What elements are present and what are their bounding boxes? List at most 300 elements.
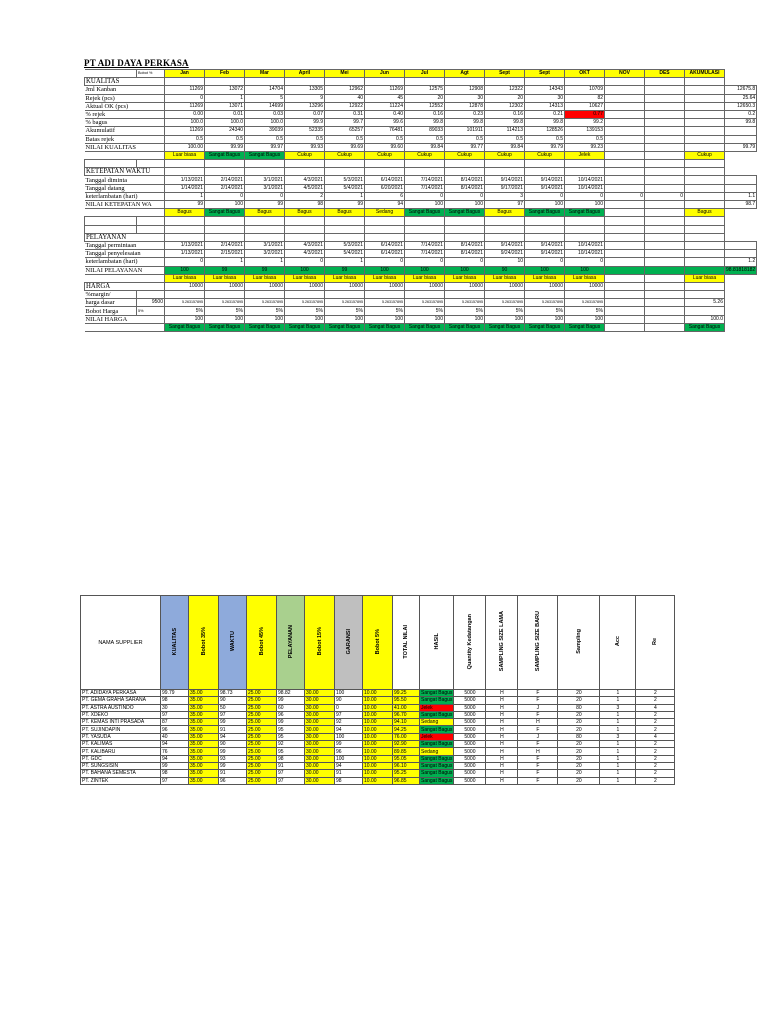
value-cell: 10/14/2021 bbox=[565, 184, 605, 192]
status-cell: Bagus bbox=[245, 209, 285, 217]
value-cell: 99.8 bbox=[405, 119, 445, 127]
supplier-cell: 98 bbox=[335, 777, 363, 784]
supplier-row bbox=[81, 748, 675, 755]
empty-cell bbox=[365, 291, 405, 299]
value-cell bbox=[645, 102, 685, 110]
value-cell: 5.263157895 bbox=[165, 299, 205, 307]
supplier-cell: 2 bbox=[636, 726, 675, 733]
supplier-cell: 97 bbox=[277, 770, 305, 777]
supplier-cell: 96.70 bbox=[393, 711, 420, 718]
empty-cell bbox=[245, 217, 285, 225]
value-cell: 5% bbox=[245, 307, 285, 315]
value-cell: 0 bbox=[365, 258, 405, 266]
value-cell bbox=[685, 86, 725, 94]
value-cell: 0.77 bbox=[565, 110, 605, 118]
empty-cell bbox=[685, 225, 725, 233]
status-cell: Sangat Bagus bbox=[485, 323, 525, 331]
value-cell: 100 bbox=[445, 201, 485, 209]
status-cell: Sangat Bagus bbox=[165, 323, 205, 331]
supplier-cell: 95 bbox=[277, 726, 305, 733]
supplier-cell: 35.00 bbox=[189, 690, 219, 697]
supplier-cell: 1 bbox=[600, 755, 636, 762]
supplier-name: PT. SUNGSISIN bbox=[81, 762, 161, 769]
status-cell: Sangat Bagus bbox=[365, 323, 405, 331]
data-row bbox=[85, 266, 757, 274]
supplier-cell: 98 bbox=[161, 697, 189, 704]
value-cell: 6/14/2021 bbox=[365, 250, 405, 258]
value-cell bbox=[645, 250, 685, 258]
status-cell: Sangat Bagus bbox=[445, 209, 485, 217]
supplier-cell: H bbox=[486, 777, 518, 784]
status-cell: Cukup bbox=[445, 151, 485, 159]
empty-cell bbox=[85, 274, 165, 282]
value-cell: 10000 bbox=[285, 282, 325, 290]
empty-cell bbox=[405, 217, 445, 225]
supplier-name: PT. ASTRA AUSTINDO bbox=[81, 704, 161, 711]
value-cell: 24340 bbox=[205, 127, 245, 135]
value-cell bbox=[645, 258, 685, 266]
supplier-cell: 2 bbox=[636, 755, 675, 762]
supplier-cell: 25.00 bbox=[247, 711, 277, 718]
value-cell bbox=[645, 110, 685, 118]
value-cell: 128526 bbox=[525, 127, 565, 135]
value-cell: 2/14/2021 bbox=[205, 184, 245, 192]
supplier-cell: 94 bbox=[335, 762, 363, 769]
status-cell: Luar biasa bbox=[165, 151, 205, 159]
value-cell: 0.21 bbox=[525, 110, 565, 118]
supplier-cell: 30.00 bbox=[305, 704, 335, 711]
data-row bbox=[85, 250, 757, 258]
supplier-cell: 94 bbox=[161, 741, 189, 748]
empty-cell bbox=[605, 168, 645, 176]
supplier-cell: 20 bbox=[558, 726, 600, 733]
empty-cell bbox=[605, 151, 645, 159]
supplier-cell: H bbox=[486, 711, 518, 718]
empty-cell bbox=[485, 291, 525, 299]
value-cell: 0.23 bbox=[445, 110, 485, 118]
value-cell: 0.5 bbox=[205, 135, 245, 143]
empty-cell bbox=[565, 291, 605, 299]
supplier-cell: 30.00 bbox=[305, 711, 335, 718]
supplier-cell: 10.00 bbox=[363, 690, 393, 697]
value-cell: 9/14/2021 bbox=[485, 241, 525, 249]
empty-cell bbox=[445, 233, 485, 241]
value-cell bbox=[645, 241, 685, 249]
value-cell: 0.16 bbox=[405, 110, 445, 118]
status-cell: Luar biasa bbox=[165, 274, 205, 282]
akumulasi-cell: 98.7 bbox=[725, 201, 757, 209]
value-cell: 6/20/2021 bbox=[365, 184, 405, 192]
bobot-header: Bobot % bbox=[137, 70, 165, 78]
akumulasi-cell: 5.26 bbox=[685, 299, 725, 307]
status-akumulasi-cell: Bagus bbox=[685, 209, 725, 217]
empty-cell bbox=[445, 160, 485, 168]
supplier-cell: 76 bbox=[161, 748, 189, 755]
value-cell: 0.00 bbox=[165, 110, 205, 118]
supplier-cell: 1 bbox=[600, 690, 636, 697]
value-cell bbox=[605, 127, 645, 135]
value-cell: 1/14/2021 bbox=[165, 184, 205, 192]
supplier-row bbox=[81, 711, 675, 718]
supplier-cell: 96 bbox=[335, 748, 363, 755]
value-cell: 97 bbox=[485, 201, 525, 209]
supplier-cell: 35.00 bbox=[189, 697, 219, 704]
empty-cell bbox=[205, 225, 245, 233]
status-cell: Sangat Bagus bbox=[205, 323, 245, 331]
empty-cell bbox=[645, 209, 685, 217]
supplier-cell: 90 bbox=[219, 697, 247, 704]
empty-cell bbox=[685, 307, 725, 315]
value-cell bbox=[685, 110, 725, 118]
supplier-cell: 25.00 bbox=[247, 719, 277, 726]
column-header-label: Acc bbox=[614, 636, 621, 647]
supplier-cell: 99 bbox=[219, 719, 247, 726]
column-header bbox=[636, 596, 675, 690]
value-cell: 100.00 bbox=[165, 143, 205, 151]
column-header bbox=[305, 596, 335, 690]
supplier-cell: 5000 bbox=[454, 697, 486, 704]
supplier-name: PT. ADIDAYA PERKASA bbox=[81, 690, 161, 697]
empty-cell bbox=[405, 291, 445, 299]
supplier-cell: 97 bbox=[335, 711, 363, 718]
empty-cell bbox=[485, 168, 525, 176]
value-cell: 3 bbox=[485, 192, 525, 200]
value-cell: 0 bbox=[165, 258, 205, 266]
value-cell bbox=[605, 86, 645, 94]
value-cell: 5% bbox=[365, 307, 405, 315]
status-cell: Luar biasa bbox=[365, 274, 405, 282]
empty-cell bbox=[525, 225, 565, 233]
month-header: Mar bbox=[245, 70, 285, 78]
empty-cell bbox=[325, 78, 365, 86]
status-cell: Sangat Bagus bbox=[205, 151, 245, 159]
supplier-cell: 20 bbox=[558, 690, 600, 697]
empty-cell bbox=[85, 323, 165, 331]
value-cell bbox=[605, 143, 645, 151]
empty-cell bbox=[525, 168, 565, 176]
supplier-cell: 2 bbox=[636, 748, 675, 755]
supplier-cell: 99.25 bbox=[393, 690, 420, 697]
value-cell: 0.5 bbox=[445, 135, 485, 143]
month-header: NOV bbox=[605, 70, 645, 78]
row-label: NILAI KETEPATAN WA bbox=[85, 201, 165, 209]
supplier-cell: 94 bbox=[219, 733, 247, 740]
section-label: PELAYANAN bbox=[85, 233, 165, 241]
empty-cell bbox=[645, 299, 685, 307]
section-row bbox=[85, 233, 757, 241]
empty-cell bbox=[645, 274, 685, 282]
value-cell: 4/3/2021 bbox=[285, 250, 325, 258]
status-cell: Sangat Bagus bbox=[325, 323, 365, 331]
supplier-name: PT. GDC bbox=[81, 755, 161, 762]
harga-dasar-label: harga dasar bbox=[85, 299, 137, 307]
empty-cell bbox=[285, 160, 325, 168]
supplier-summary-table bbox=[80, 595, 675, 785]
value-cell bbox=[605, 184, 645, 192]
empty-cell bbox=[645, 282, 685, 290]
supplier-cell: F bbox=[518, 711, 558, 718]
empty-cell bbox=[137, 225, 165, 233]
value-cell: 5% bbox=[165, 307, 205, 315]
supplier-name: PT. GEMA GRAHA SARANA bbox=[81, 697, 161, 704]
status-cell: Luar biasa bbox=[245, 274, 285, 282]
empty-cell bbox=[285, 78, 325, 86]
supplier-cell: 89.85 bbox=[393, 748, 420, 755]
value-cell: 100 bbox=[405, 266, 445, 274]
supplier-row bbox=[81, 770, 675, 777]
section-label: KUALITAS bbox=[85, 78, 165, 86]
supplier-cell: J bbox=[518, 704, 558, 711]
empty-cell bbox=[685, 78, 725, 86]
bobot-harga-row bbox=[85, 307, 757, 315]
value-cell bbox=[685, 250, 725, 258]
supplier-cell: 35.00 bbox=[189, 704, 219, 711]
status-cell: Luar biasa bbox=[565, 274, 605, 282]
row-label: Rejek (pcs) bbox=[85, 94, 165, 102]
akumulasi-cell: 100.0 bbox=[685, 315, 725, 323]
empty-cell bbox=[365, 160, 405, 168]
status-row bbox=[85, 323, 757, 331]
supplier-cell: 99 bbox=[335, 741, 363, 748]
value-cell: 2/14/2021 bbox=[205, 176, 245, 184]
supplier-cell: Jelek bbox=[420, 733, 454, 740]
value-cell: 10000 bbox=[365, 282, 405, 290]
value-cell bbox=[685, 143, 725, 151]
supplier-cell: 96 bbox=[219, 777, 247, 784]
supplier-cell: F bbox=[518, 762, 558, 769]
value-cell: 8/14/2021 bbox=[445, 184, 485, 192]
empty-cell bbox=[605, 291, 645, 299]
supplier-cell: 25.00 bbox=[247, 690, 277, 697]
value-cell: 9/14/2021 bbox=[525, 176, 565, 184]
akumulasi-cell: 99.8 bbox=[725, 119, 757, 127]
supplier-cell: 91 bbox=[219, 770, 247, 777]
supplier-cell: 99 bbox=[219, 748, 247, 755]
margin-row bbox=[85, 291, 757, 299]
supplier-cell: F bbox=[518, 741, 558, 748]
column-header bbox=[518, 596, 558, 690]
supplier-cell: 1 bbox=[600, 770, 636, 777]
value-cell: 0.07 bbox=[285, 110, 325, 118]
value-cell: 8/14/2021 bbox=[445, 176, 485, 184]
empty-cell bbox=[565, 225, 605, 233]
supplier-cell: 100 bbox=[335, 733, 363, 740]
supplier-cell: 91 bbox=[219, 726, 247, 733]
supplier-cell: 1 bbox=[600, 711, 636, 718]
status-cell: Sangat Bagus bbox=[525, 323, 565, 331]
value-cell: 99 bbox=[325, 201, 365, 209]
status-cell: Cukup bbox=[485, 151, 525, 159]
empty-cell bbox=[485, 233, 525, 241]
value-cell: 0 bbox=[165, 94, 205, 102]
value-cell: 4/5/2021 bbox=[285, 184, 325, 192]
value-cell: 10709 bbox=[565, 86, 605, 94]
month-header: OKT bbox=[565, 70, 605, 78]
data-row bbox=[85, 119, 757, 127]
value-cell: 0 bbox=[565, 192, 605, 200]
month-header: Sept bbox=[525, 70, 565, 78]
value-cell: 5/4/2021 bbox=[325, 250, 365, 258]
empty-cell bbox=[137, 291, 165, 299]
row-label: NILAI KUALITAS bbox=[85, 143, 165, 151]
column-header-label: GARANSI bbox=[345, 628, 352, 655]
empty-cell bbox=[165, 291, 205, 299]
supplier-cell: 4 bbox=[636, 704, 675, 711]
supplier-cell: 100 bbox=[335, 690, 363, 697]
value-cell: 3/1/2021 bbox=[245, 176, 285, 184]
supplier-cell: 87 bbox=[161, 719, 189, 726]
value-cell: 99.77 bbox=[445, 143, 485, 151]
supplier-cell: 100 bbox=[335, 755, 363, 762]
supplier-cell: 98 bbox=[277, 755, 305, 762]
supplier-cell: 25.00 bbox=[247, 762, 277, 769]
value-cell: 0.5 bbox=[485, 135, 525, 143]
value-cell: 9/17/2021 bbox=[485, 184, 525, 192]
empty-cell bbox=[565, 160, 605, 168]
column-header-label: Quantity Kedatangan bbox=[466, 613, 473, 670]
value-cell bbox=[605, 201, 645, 209]
status-cell: Bagus bbox=[485, 209, 525, 217]
value-cell: 99.69 bbox=[325, 143, 365, 151]
akumulasi-cell: 12675.8 bbox=[725, 86, 757, 94]
supplier-cell: 20 bbox=[558, 741, 600, 748]
row-label: keterlambatan (hari) bbox=[85, 192, 165, 200]
value-cell: 99.8 bbox=[485, 119, 525, 127]
row-label: Jml Kanban bbox=[85, 86, 165, 94]
data-row bbox=[85, 110, 757, 118]
document-title: PT ADI DAYA PERKASA bbox=[84, 58, 189, 68]
akumulasi-header: AKUMULASI bbox=[685, 70, 725, 78]
value-cell: 99.8 bbox=[525, 119, 565, 127]
supplier-cell: 90 bbox=[219, 741, 247, 748]
empty-cell bbox=[685, 217, 725, 225]
value-cell: 0.5 bbox=[365, 135, 405, 143]
supplier-cell: 2 bbox=[636, 697, 675, 704]
value-cell: 99.8 bbox=[445, 119, 485, 127]
value-cell: 10000 bbox=[245, 282, 285, 290]
status-cell: Luar biasa bbox=[445, 274, 485, 282]
value-cell: 5% bbox=[325, 307, 365, 315]
value-cell: 99 bbox=[245, 266, 285, 274]
value-cell: 5.263157895 bbox=[245, 299, 285, 307]
akumulasi-cell: 1.2 bbox=[725, 258, 757, 266]
empty-cell bbox=[85, 151, 165, 159]
value-cell: 2/14/2021 bbox=[205, 241, 245, 249]
section-label: KETEPATAN WAKTU bbox=[85, 168, 165, 176]
empty-cell bbox=[137, 160, 165, 168]
supplier-cell: 0 bbox=[335, 704, 363, 711]
value-cell: 1 bbox=[325, 258, 365, 266]
supplier-cell: 25.00 bbox=[247, 777, 277, 784]
supplier-cell: 1 bbox=[600, 697, 636, 704]
status-cell: Luar biasa bbox=[325, 274, 365, 282]
supplier-cell: 94.10 bbox=[393, 719, 420, 726]
status-cell: Luar biasa bbox=[205, 274, 245, 282]
status-row bbox=[85, 151, 757, 159]
supplier-cell: F bbox=[518, 697, 558, 704]
spacer-row bbox=[85, 217, 757, 225]
value-cell bbox=[605, 102, 645, 110]
value-cell: 5.263157895 bbox=[485, 299, 525, 307]
supplier-cell: 91 bbox=[277, 762, 305, 769]
empty-cell bbox=[85, 160, 137, 168]
value-cell: 0 bbox=[445, 192, 485, 200]
value-cell: 0.5 bbox=[525, 135, 565, 143]
value-cell: 9/24/2021 bbox=[485, 250, 525, 258]
empty-cell bbox=[365, 233, 405, 241]
supplier-cell: 2 bbox=[636, 777, 675, 784]
column-header-label: Bobot 35% bbox=[200, 627, 207, 656]
supplier-cell: 35.00 bbox=[189, 762, 219, 769]
supplier-cell: 5000 bbox=[454, 726, 486, 733]
data-row bbox=[85, 143, 757, 151]
supplier-cell: 30.00 bbox=[305, 777, 335, 784]
value-cell: 13296 bbox=[285, 102, 325, 110]
value-cell: 9/14/2021 bbox=[485, 176, 525, 184]
akumulasi-cell: 12650.3 bbox=[725, 102, 757, 110]
value-cell: 3/1/2021 bbox=[245, 184, 285, 192]
value-cell: 5% bbox=[485, 307, 525, 315]
value-cell: 0 bbox=[525, 258, 565, 266]
supplier-cell: 20 bbox=[558, 748, 600, 755]
column-header bbox=[363, 596, 393, 690]
supplier-row bbox=[81, 726, 675, 733]
supplier-cell: H bbox=[486, 704, 518, 711]
value-cell: 0 bbox=[405, 258, 445, 266]
supplier-cell: 80 bbox=[558, 704, 600, 711]
supplier-cell: 1 bbox=[600, 777, 636, 784]
value-cell bbox=[605, 241, 645, 249]
value-cell: 9/14/2021 bbox=[525, 241, 565, 249]
value-cell: 99.9 bbox=[285, 119, 325, 127]
supplier-cell: 94.25 bbox=[393, 726, 420, 733]
value-cell: 10/14/2021 bbox=[565, 176, 605, 184]
value-cell bbox=[685, 184, 725, 192]
value-cell: 100 bbox=[525, 201, 565, 209]
value-cell: 0 bbox=[205, 192, 245, 200]
value-cell: 76481 bbox=[365, 127, 405, 135]
akumulasi-cell: 1.1 bbox=[725, 192, 757, 200]
value-cell: 5% bbox=[405, 307, 445, 315]
supplier-cell: 92 bbox=[277, 741, 305, 748]
empty-cell bbox=[445, 168, 485, 176]
empty-cell bbox=[645, 315, 685, 323]
supplier-cell: 10.00 bbox=[363, 770, 393, 777]
supplier-cell: 97 bbox=[161, 711, 189, 718]
supplier-cell: 25.00 bbox=[247, 755, 277, 762]
value-cell: 100 bbox=[205, 201, 245, 209]
value-cell: 5.263157895 bbox=[405, 299, 445, 307]
value-cell: 89033 bbox=[405, 127, 445, 135]
harga-row bbox=[85, 282, 757, 290]
nilai-harga-row bbox=[85, 315, 757, 323]
value-cell: 100.0 bbox=[245, 119, 285, 127]
supplier-cell: 99.79 bbox=[161, 690, 189, 697]
supplier-cell: 10.00 bbox=[363, 711, 393, 718]
supplier-cell: H bbox=[486, 762, 518, 769]
spacer-row bbox=[85, 160, 757, 168]
supplier-cell: 5000 bbox=[454, 690, 486, 697]
supplier-name: PT. KEMAS INTI PRASADA bbox=[81, 719, 161, 726]
value-cell bbox=[645, 135, 685, 143]
harga-label: HARGA bbox=[85, 282, 165, 290]
column-header bbox=[335, 596, 363, 690]
empty-cell bbox=[565, 168, 605, 176]
value-cell: 99.97 bbox=[245, 143, 285, 151]
value-cell: 0.5 bbox=[285, 135, 325, 143]
value-cell: 6/14/2021 bbox=[365, 241, 405, 249]
value-cell bbox=[685, 94, 725, 102]
